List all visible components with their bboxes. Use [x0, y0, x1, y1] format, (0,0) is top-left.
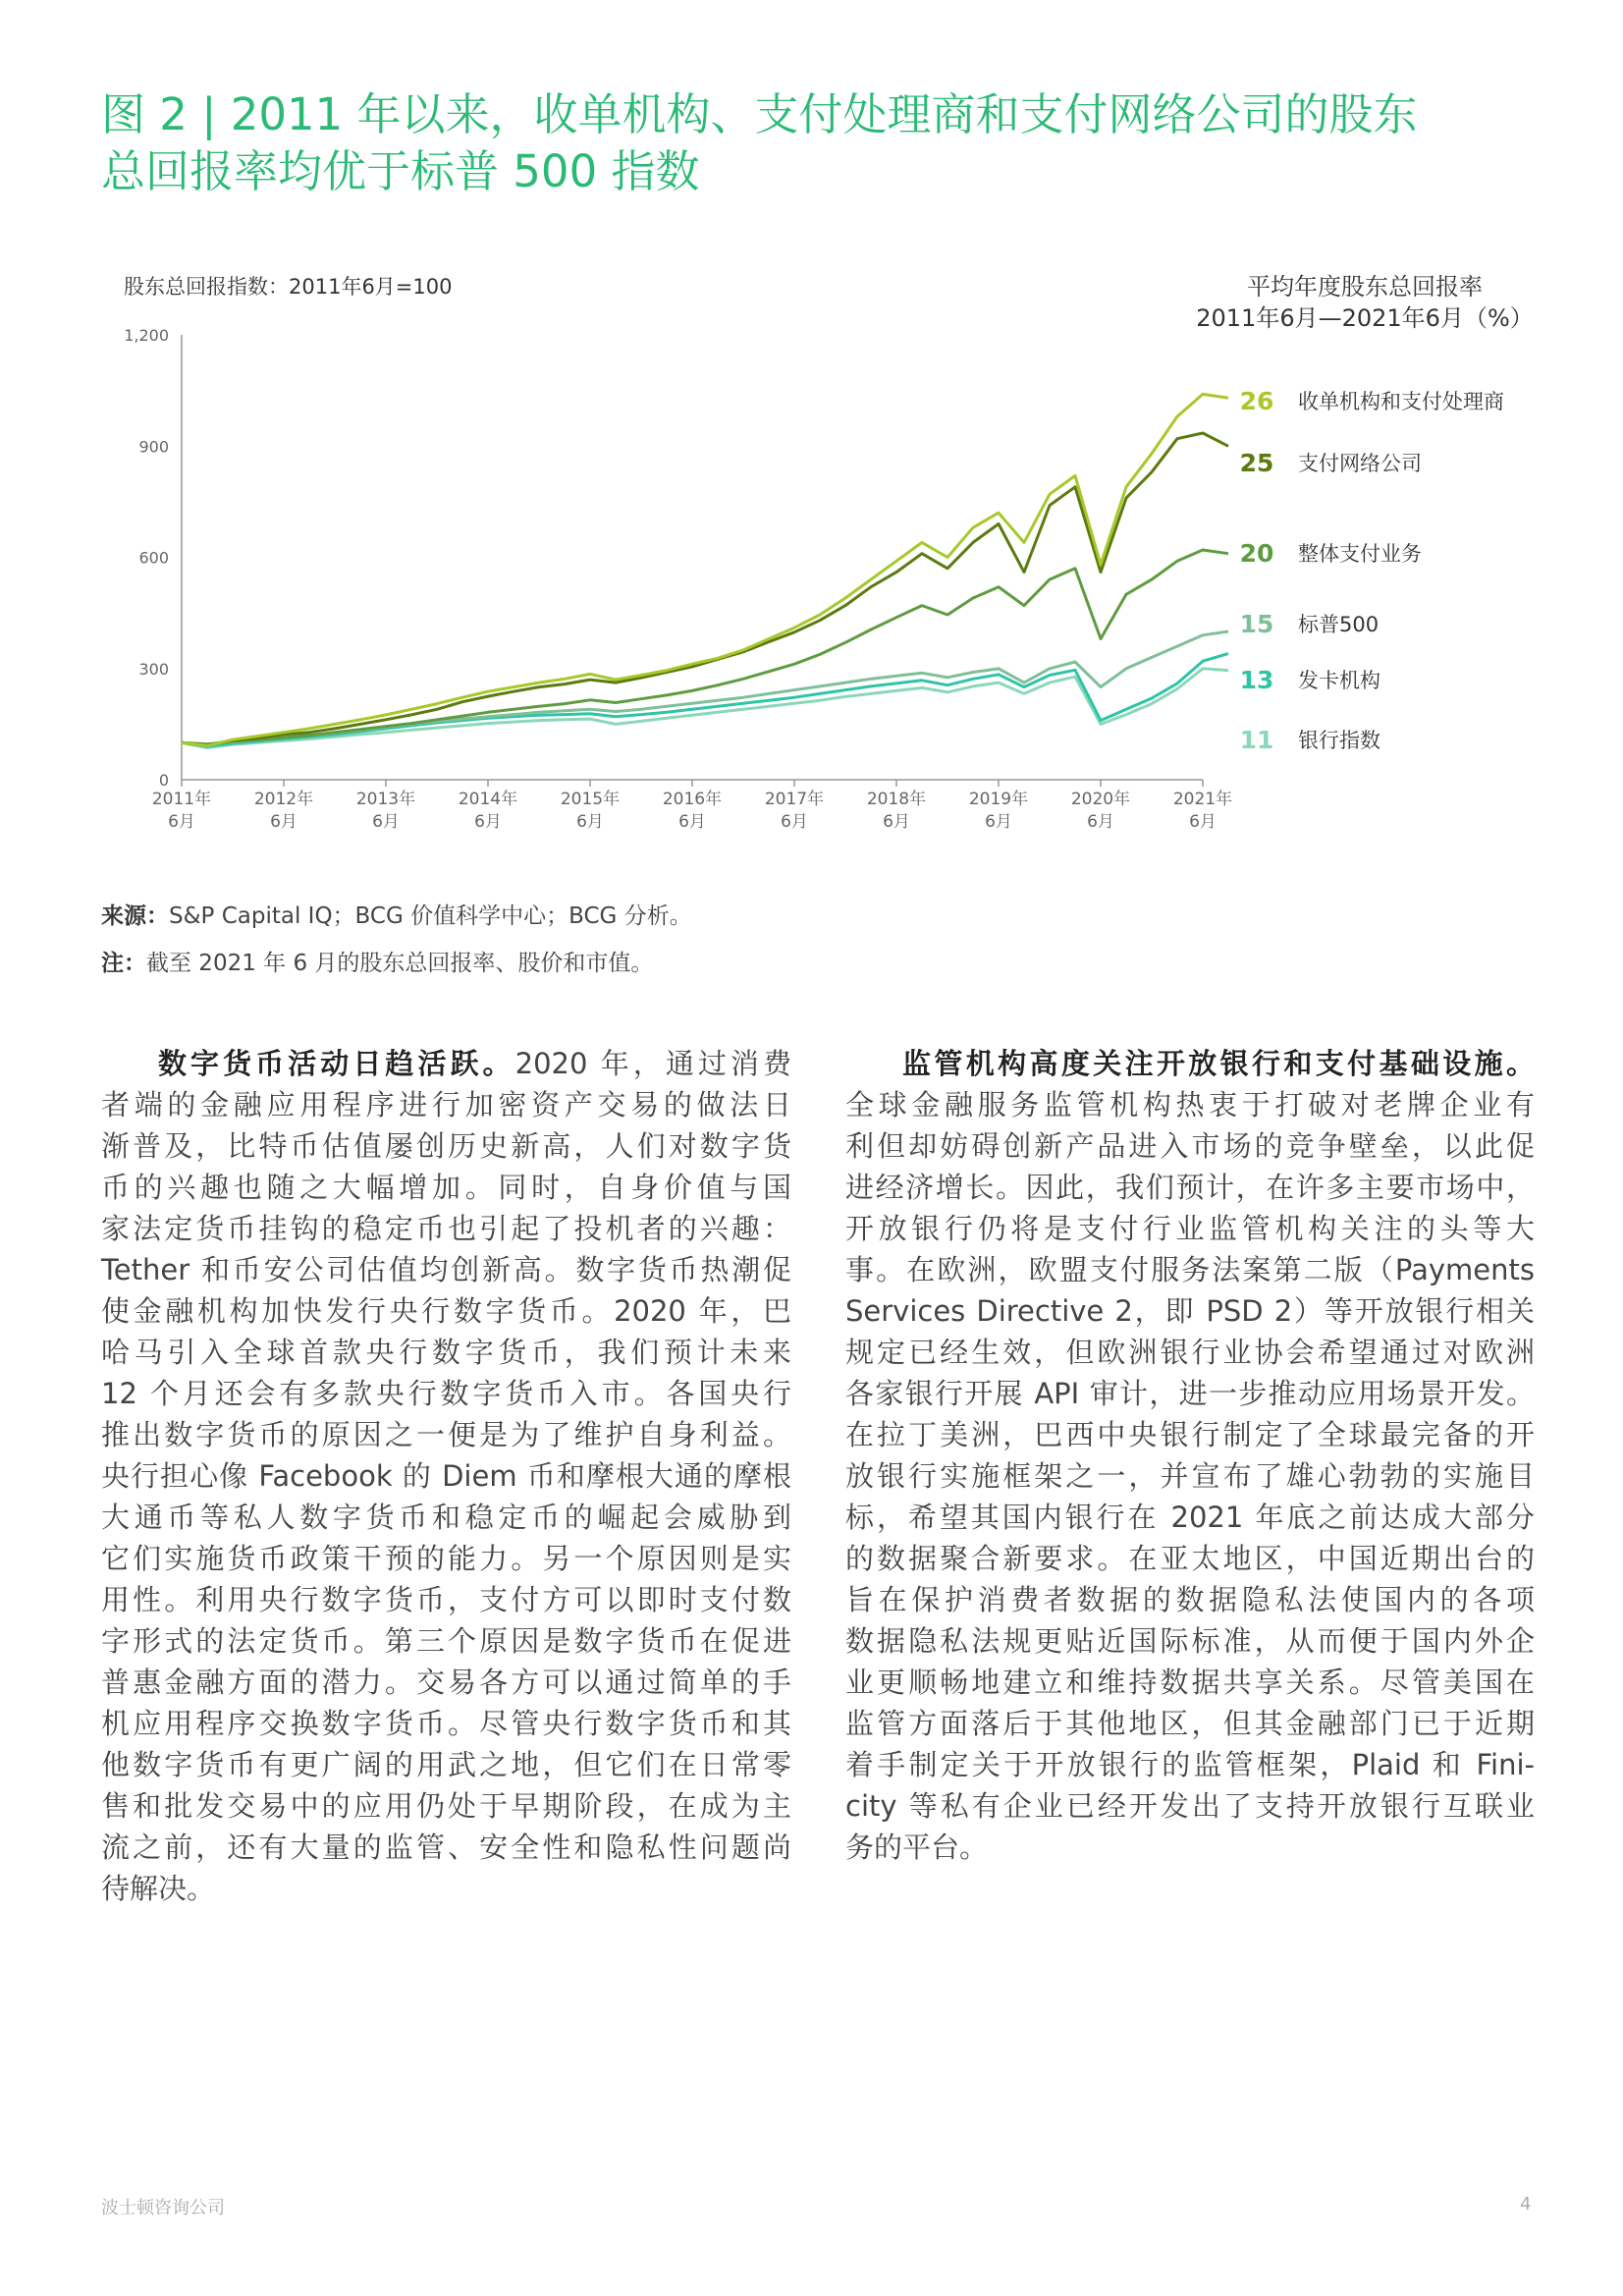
paragraph-line: 监管方面落后于其他地区，但其金融部门已于近期 [845, 1707, 1535, 1740]
y-tick-label: 900 [138, 437, 169, 457]
paragraph-line: city 等私有企业已经开发出了支持开放银行互联业 [845, 1789, 1535, 1823]
x-tick-month: 6月 [576, 812, 604, 832]
x-tick-year: 2015年 [560, 790, 621, 809]
legend-label: 发卡机构 [1298, 669, 1380, 692]
figure-title-line-2: 总回报率均优于标普 500 指数 [101, 145, 700, 197]
y-tick-label: 600 [138, 548, 169, 568]
chart-legend [1240, 387, 1504, 754]
y-tick-label: 0 [158, 771, 169, 790]
legend-label: 收单机构和支付处理商 [1298, 390, 1504, 413]
legend-rate: 13 [1239, 666, 1274, 694]
x-tick-year: 2014年 [458, 790, 518, 809]
paragraph-line: 12 个月还会有多款央行数字货币入市。各国央行 [101, 1377, 791, 1410]
paragraph-line: 央行担心像 Facebook 的 Diem 币和摩根大通的摩根 [101, 1459, 791, 1493]
paragraph-line: 他数字货币有更广阔的用武之地，但它们在日常零 [101, 1748, 791, 1781]
paragraph-lead: 监管机构高度关注开放银行和支付基础设施。 [902, 1047, 1535, 1080]
legend-label: 整体支付业务 [1298, 542, 1422, 566]
legend-rate: 26 [1239, 387, 1274, 415]
x-tick-year: 2018年 [866, 790, 927, 809]
x-tick-month: 6月 [474, 812, 502, 832]
series-line-3 [182, 550, 1228, 745]
paragraph-line: 售和批发交易中的应用仍处于早期阶段，在成为主 [101, 1789, 791, 1823]
x-tick-year: 2020年 [1070, 790, 1131, 809]
paragraph-line: 机应用程序交换数字货币。尽管央行数字货币和其 [101, 1707, 791, 1740]
paragraph-line: 普惠金融方面的潜力。交易各方可以通过简单的手 [101, 1666, 791, 1699]
chart-series-lines [182, 394, 1228, 747]
paragraph-line: Services Directive 2，即 PSD 2）等开放银行相关 [845, 1294, 1535, 1328]
paragraph-line: 在拉丁美洲，巴西中央银行制定了全球最完备的开 [845, 1418, 1535, 1451]
source-line [101, 898, 692, 930]
legend-rate: 15 [1239, 610, 1274, 638]
source-label: 来源： [101, 903, 169, 929]
paragraph-lead: 数字货币活动日趋活跃。 [158, 1047, 515, 1080]
paragraph-line [845, 1043, 1535, 1084]
x-tick-year: 2016年 [662, 790, 723, 809]
legend-title-2: 2011年6月—2021年6月（%） [1196, 304, 1534, 332]
paragraph-line: Tether 和币安公司估值均创新高。数字货币热潮促 [101, 1253, 791, 1286]
paragraph-line: 家法定货币挂钩的稳定币也引起了投机者的兴趣： [101, 1212, 791, 1245]
tsr-line-chart [0, 0, 1623, 884]
x-tick-month: 6月 [883, 812, 910, 832]
x-tick-month: 6月 [168, 812, 195, 832]
paragraph-line: 各家银行开展 API 审计，进一步推动应用场景开发。 [845, 1377, 1535, 1410]
chart-axes [124, 326, 1232, 832]
paragraph-line: 流之前，还有大量的监管、安全性和隐私性问题尚 [101, 1831, 791, 1864]
paragraph-line: 用性。利用央行数字货币，支付方可以即时支付数 [101, 1583, 791, 1616]
paragraph-line: 待解决。 [101, 1872, 216, 1905]
x-tick-year: 2011年 [151, 790, 212, 809]
paragraph-line: 开放银行仍将是支付行业监管机构关注的头等大 [845, 1212, 1535, 1245]
y-tick-label: 300 [138, 659, 169, 679]
footer-company: 波士顿咨询公司 [101, 2198, 225, 2218]
x-tick-year: 2017年 [764, 790, 825, 809]
paragraph-line: 进经济增长。因此，我们预计，在许多主要市场中， [845, 1171, 1535, 1204]
x-tick-month: 6月 [372, 812, 400, 832]
paragraph-text: 2020 年，通过消费 [514, 1047, 791, 1080]
note-line [101, 945, 653, 977]
paragraph-line: 推出数字货币的原因之一便是为了维护自身利益。 [101, 1418, 791, 1451]
paragraph-line: 业更顺畅地建立和维持数据共享关系。尽管美国在 [845, 1666, 1535, 1699]
x-tick-year: 2019年 [968, 790, 1029, 809]
paragraph-line: 币的兴趣也随之大幅增加。同时，自身价值与国 [101, 1171, 791, 1204]
legend-rate: 20 [1239, 539, 1274, 568]
legend-rate: 25 [1239, 449, 1274, 477]
paragraph-line: 标，希望其国内银行在 2021 年底之前达成大部分 [845, 1501, 1535, 1534]
x-tick-month: 6月 [781, 812, 808, 832]
figure-title-line-1: 图 2 | 2011 年以来，收单机构、支付处理商和支付网络公司的股东 [101, 88, 1418, 140]
paragraph-line: 规定已经生效，但欧洲银行业协会希望通过对欧洲 [845, 1336, 1535, 1369]
footer-page-number: 4 [1520, 2194, 1532, 2214]
x-tick-year: 2013年 [355, 790, 416, 809]
paragraph-line: 它们实施货币政策干预的能力。另一个原因则是实 [101, 1542, 791, 1575]
paragraph-line [101, 1043, 791, 1084]
y-axis-label: 股东总回报指数：2011年6月=100 [124, 275, 453, 299]
legend-title-1: 平均年度股东总回报率 [1247, 273, 1483, 301]
paragraph-line: 的数据聚合新要求。在亚太地区，中国近期出台的 [845, 1542, 1535, 1575]
right-column [845, 1043, 1535, 1868]
paragraph-line: 旨在保护消费者数据的数据隐私法使国内的各项 [845, 1583, 1535, 1616]
paragraph-line: 哈马引入全球首款央行数字货币，我们预计未来 [101, 1336, 791, 1369]
x-tick-month: 6月 [270, 812, 298, 832]
x-tick-month: 6月 [1087, 812, 1114, 832]
paragraph-line: 使金融机构加快发行央行数字货币。2020 年，巴 [101, 1294, 791, 1328]
left-column [101, 1043, 791, 1909]
note-text: 截至 2021 年 6 月的股东总回报率、股价和市值。 [146, 951, 654, 976]
legend-rate: 11 [1239, 726, 1274, 754]
x-tick-month: 6月 [678, 812, 706, 832]
paragraph-line: 字形式的法定货币。第三个原因是数字货币在促进 [101, 1624, 791, 1658]
y-tick-label: 1,200 [124, 326, 169, 345]
legend-label: 支付网络公司 [1298, 452, 1422, 475]
paragraph-line: 务的平台。 [845, 1831, 989, 1864]
paragraph-line: 放银行实施框架之一，并宣布了雄心勃勃的实施目 [845, 1459, 1535, 1493]
x-tick-month: 6月 [1189, 812, 1217, 832]
paragraph-line: 渐普及，比特币估值屡创历史新高，人们对数字货 [101, 1129, 791, 1163]
legend-label: 标普500 [1298, 613, 1380, 636]
paragraph-line: 着手制定关于开放银行的监管框架，Plaid 和 Fini- [845, 1748, 1535, 1781]
paragraph-line: 事。在欧洲，欧盟支付服务法案第二版（Payments [845, 1253, 1535, 1286]
paragraph-line: 利但却妨碍创新产品进入市场的竞争壁垒，以此促 [845, 1129, 1535, 1163]
source-text: S&P Capital IQ；BCG 价值科学中心；BCG 分析。 [169, 903, 692, 929]
paragraph-line: 全球金融服务监管机构热衷于打破对老牌企业有 [845, 1088, 1535, 1121]
x-tick-year: 2021年 [1172, 790, 1233, 809]
paragraph-line: 数据隐私法规更贴近国际标准，从而便于国内外企 [845, 1624, 1535, 1658]
x-tick-month: 6月 [985, 812, 1012, 832]
x-tick-year: 2012年 [253, 790, 314, 809]
paragraph-line: 大通币等私人数字货币和稳定币的崛起会威胁到 [101, 1501, 791, 1534]
note-label: 注： [101, 951, 146, 976]
legend-label: 银行指数 [1298, 729, 1380, 752]
paragraph-line: 者端的金融应用程序进行加密资产交易的做法日 [101, 1088, 791, 1121]
